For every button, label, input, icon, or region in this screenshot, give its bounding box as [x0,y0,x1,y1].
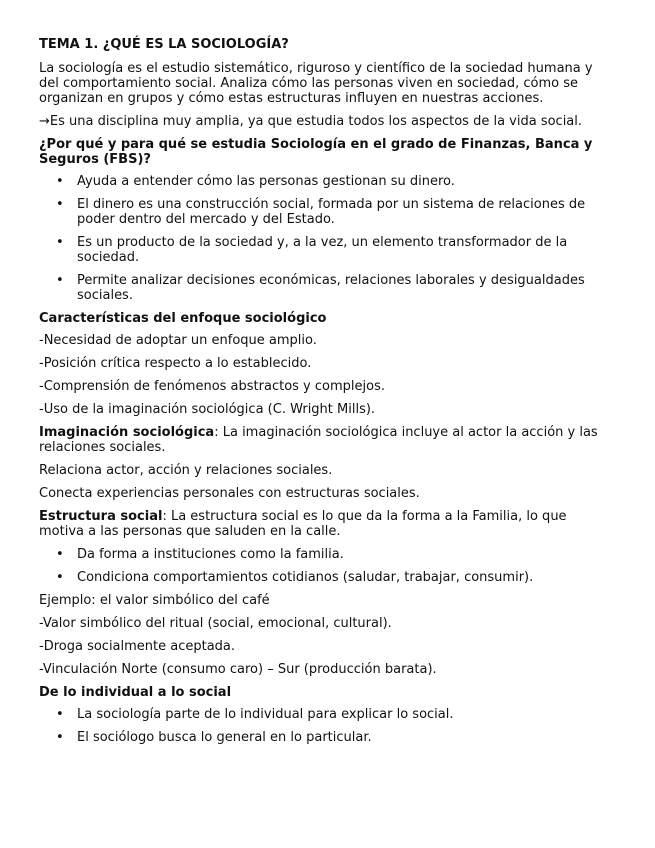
bullet-icon: • [56,547,64,562]
bullet-icon: • [56,235,64,250]
bullet-icon: • [56,570,64,585]
estructura-definition [39,509,599,539]
list-item [39,547,599,562]
list-item [39,174,599,189]
ejemplo-line: Ejemplo: el valor simbólico del café [39,593,270,608]
list-item [39,273,599,303]
estructura-term: Estructura social [39,509,163,524]
list-item-text: Condiciona comportamientos cotidianos (saludar, trabajar, consumir). [77,570,534,585]
ejemplo-line: -Droga socialmente aceptada. [39,639,236,654]
bullet-icon: • [56,273,64,288]
individual-list [39,707,599,745]
fbs-heading: ¿Por qué y para qué se estudia Sociología en el grado de Finanzas, Banca y Seguros (FBS)? [39,137,593,167]
caracteristica-line: -Posición crítica respecto a lo establecido. [39,356,312,371]
bullet-icon: • [56,730,64,745]
imaginacion-term: Imaginación sociológica [39,425,215,440]
imaginacion-line: Relaciona actor, acción y relaciones sociales. [39,463,333,478]
list-item [39,707,599,722]
list-item-text: Da forma a instituciones como la familia. [77,547,344,562]
caracteristica-line: -Necesidad de adoptar un enfoque amplio. [39,333,317,348]
estructura-list [39,547,599,585]
list-item [39,570,599,585]
list-item [39,730,599,745]
fbs-list [39,174,599,303]
estructura-definition-text: : La estructura social es lo que da la forma a la Familia, lo que motiva a las personas que saluden en la calle. [39,509,567,539]
list-item-text: El sociólogo busca lo general en lo particular. [77,730,372,745]
individual-heading: De lo individual a lo social [39,685,232,700]
imaginacion-definition [39,425,599,455]
list-item-text: Permite analizar decisiones económicas, relaciones laborales y desigualdades sociales. [77,273,585,303]
imaginacion-definition-text: : La imaginación sociológica incluye al actor la acción y las relaciones sociales. [39,425,598,455]
document-body [39,37,599,753]
caracteristicas-heading: Características del enfoque sociológico [39,311,327,326]
page-title: TEMA 1. ¿QUÉ ES LA SOCIOLOGÍA? [39,37,289,52]
list-item-text: Es un producto de la sociedad y, a la vez, un elemento transformador de la sociedad. [77,235,568,265]
bullet-icon: • [56,197,64,212]
arrow-note: →Es una disciplina muy amplia, ya que estudia todos los aspectos de la vida social. [39,114,583,129]
imaginacion-line: Conecta experiencias personales con estructuras sociales. [39,486,420,501]
ejemplo-line: -Valor simbólico del ritual (social, emocional, cultural). [39,616,392,631]
list-item [39,235,599,265]
list-item-text: La sociología parte de lo individual para explicar lo social. [77,707,454,722]
caracteristica-line: -Uso de la imaginación sociológica (C. Wright Mills). [39,402,376,417]
ejemplo-line: -Vinculación Norte (consumo caro) – Sur (producción barata). [39,662,437,677]
bullet-icon: • [56,707,64,722]
list-item-text: El dinero es una construcción social, formada por un sistema de relaciones de poder dentro del mercado y del Estado. [77,197,586,227]
bullet-icon: • [56,174,64,189]
caracteristica-line: -Comprensión de fenómenos abstractos y complejos. [39,379,385,394]
intro-paragraph: La sociología es el estudio sistemático, riguroso y científico de la sociedad humana y del comportamiento social. Analiza cómo las personas viven en sociedad, cómo se organizan en grupos y cómo estas estructuras influyen en nuestras acciones. [39,61,593,106]
list-item-text: Ayuda a entender cómo las personas gestionan su dinero. [77,174,455,189]
list-item [39,197,599,227]
